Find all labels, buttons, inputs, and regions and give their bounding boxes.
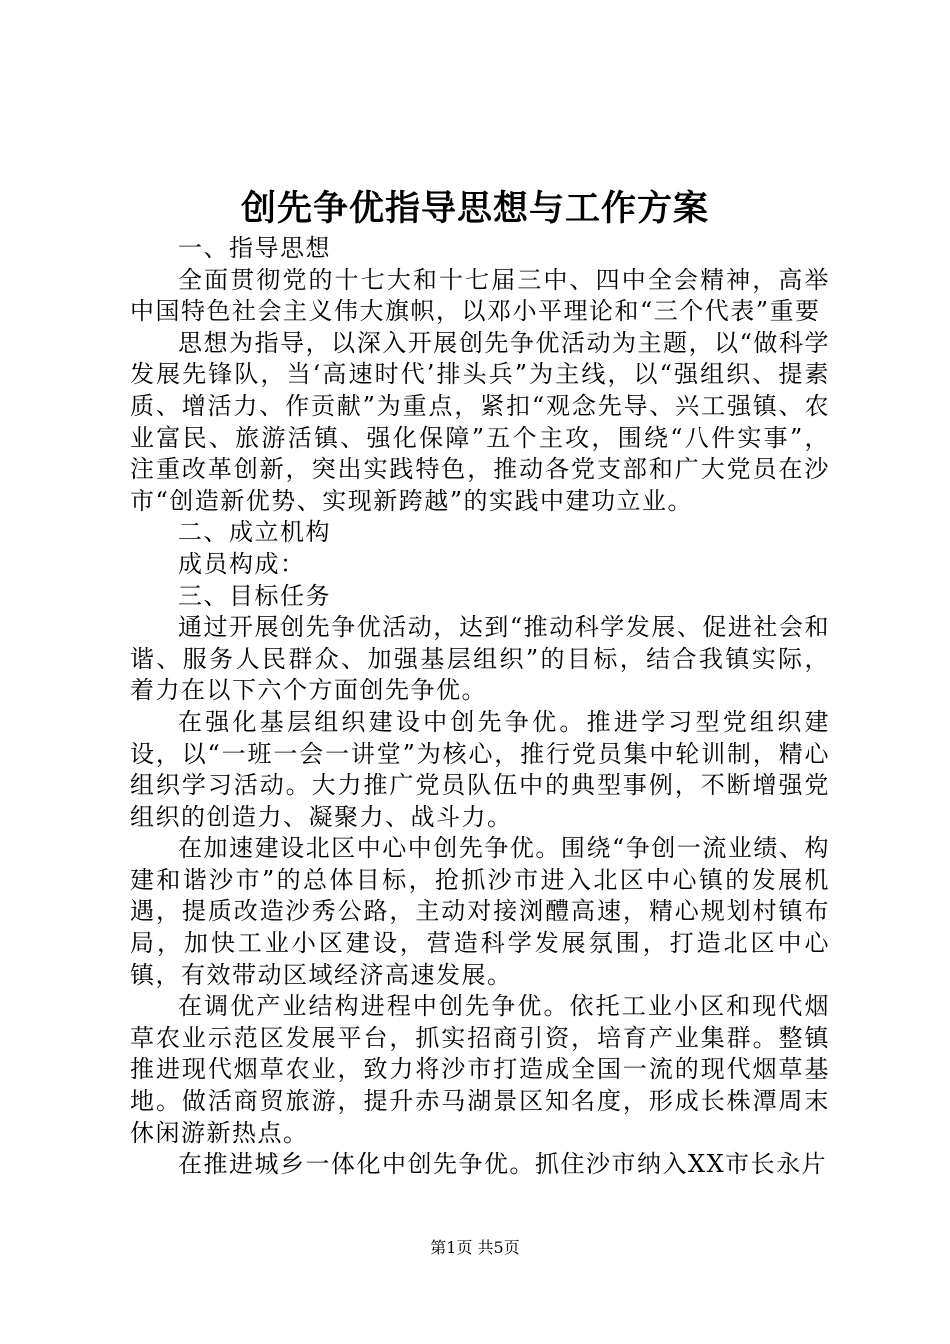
document-body <box>130 233 830 1181</box>
paragraph: 成员构成： <box>178 549 306 578</box>
paragraph: 全面贯彻党的十七大和十七届三中、四中全会精神，高举中国特色社会主义伟大旗帜，以邓小平理论和“三个代表”重要 <box>130 265 830 326</box>
paragraph: 在强化基层组织建设中创先争优。推进学习型党组织建设，以“一班一会一讲堂”为核心，推行党员集中轮训制，精心组织学习活动。大力推广党员队伍中的典型事例，不断增强党组织的创造力、凝聚力、战斗力。 <box>130 707 830 831</box>
paragraph: 思想为指导，以深入开展创先争优活动为主题，以“做科学发展先锋队，当‘高速时代’排头兵”为主线，以“强组织、提素质、增活力、作贡献”为重点，紧扣“观念先导、兴工强镇、农业富民、旅游活镇、强化保障”五个主攻，围绕“八件实事”，注重改革创新，突出实践特色，推动各党支部和广大党员在沙市“创造新优势、实现新跨越”的实践中建功立业。 <box>130 328 830 515</box>
paragraph: 二、成立机构 <box>178 518 331 547</box>
paragraph: 在调优产业结构进程中创先争优。依托工业小区和现代烟草农业示范区发展平台，抓实招商引资，培育产业集群。整镇推进现代烟草农业，致力将沙市打造成全国一流的现代烟草基地。做活商贸旅游，提升赤马湖景区知名度，形成长株潭周末休闲游新热点。 <box>130 992 830 1147</box>
page-footer: 第1页 共5页 <box>430 1238 520 1257</box>
paragraph: 在加速建设北区中心中创先争优。围绕“争创一流业绩、构建和谐沙市”的总体目标，抢抓沙市进入北区中心镇的发展机遇，提质改造沙秀公路，主动对接浏醴高速，精心规划村镇布局，加快工业小区建设，营造科学发展氛围，打造北区中心镇，有效带动区域经济高速发展。 <box>130 834 830 989</box>
paragraph: 三、目标任务 <box>178 581 331 610</box>
paragraph: 一、指导思想 <box>178 234 331 262</box>
paragraph: 在推进城乡一体化中创先争优。抓住沙市纳入XX市长永片 <box>178 1150 828 1179</box>
paragraph: 通过开展创先争优活动，达到“推动科学发展、促进社会和谐、服务人民群众、加强基层组织”的目标，结合我镇实际，着力在以下六个方面创先争优。 <box>130 613 830 705</box>
document-title: 创先争优指导思想与工作方案 <box>240 188 709 229</box>
